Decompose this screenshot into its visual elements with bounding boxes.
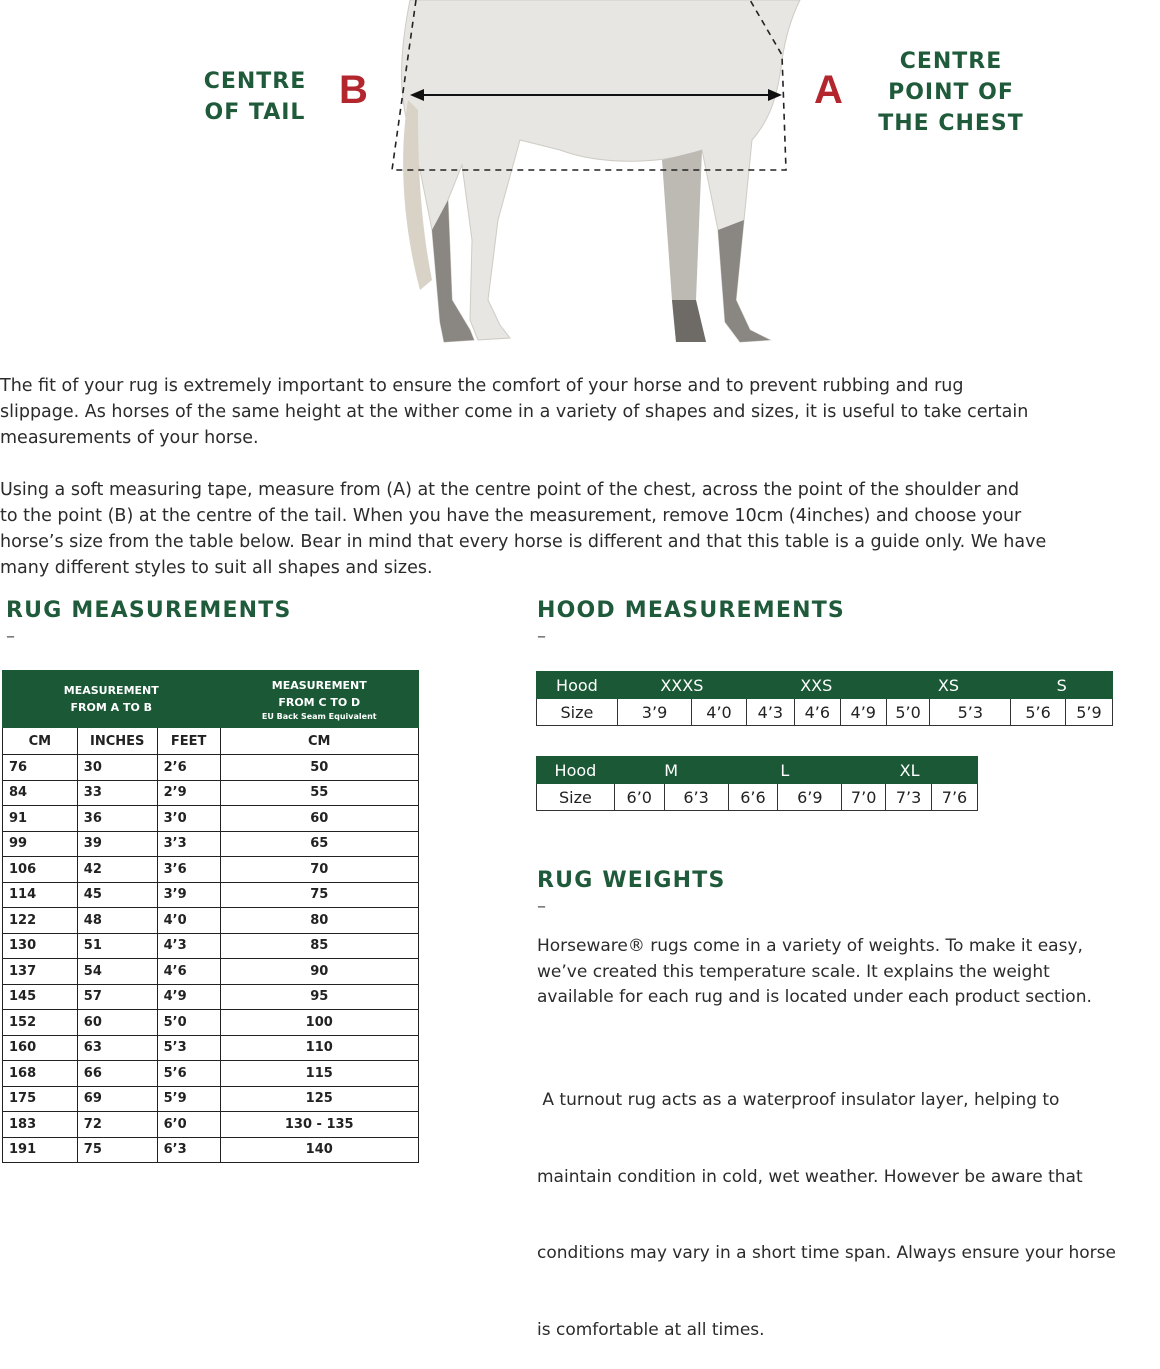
- cell-cm-eu: 140: [220, 1137, 419, 1163]
- cell-cm-eu: 70: [220, 857, 419, 883]
- cell-inches: 66: [77, 1061, 157, 1087]
- cell-inches: 30: [77, 755, 157, 781]
- cell-feet: 4’0: [157, 908, 220, 934]
- cell-cm: 145: [3, 984, 78, 1010]
- cell-cm: 84: [3, 780, 78, 806]
- cell-cm-eu: 125: [220, 1086, 419, 1112]
- table-row: [3, 1010, 419, 1036]
- table-row: [3, 1112, 419, 1138]
- horse-illustration: [401, 0, 800, 342]
- cell-cm-eu: 90: [220, 959, 419, 985]
- cell-cm: 91: [3, 806, 78, 832]
- hood-measurements-dash: –: [537, 626, 546, 647]
- hood-table-1-sizes: [537, 699, 1113, 726]
- cell-cm-eu: 75: [220, 882, 419, 908]
- rug-measurements-heading: RUG MEASUREMENTS: [6, 598, 292, 623]
- rug-measurements-dash: –: [6, 626, 15, 647]
- hood-row-label: Hood: [537, 672, 618, 699]
- table-row: [3, 1035, 419, 1061]
- size-cell: 5’6: [1011, 699, 1066, 726]
- header-c-to-d: MEASUREMENT FROM C TO D EU Back Seam Equivalent: [220, 671, 419, 728]
- cell-cm-eu: 115: [220, 1061, 419, 1087]
- cell-cm: 191: [3, 1137, 78, 1163]
- hood-table-1-groups: [537, 672, 1113, 699]
- cell-cm: 130: [3, 933, 78, 959]
- col-feet: FEET: [157, 728, 220, 755]
- cell-cm: 137: [3, 959, 78, 985]
- table-row: [3, 1086, 419, 1112]
- cell-feet: 3’3: [157, 831, 220, 857]
- table-row: [3, 959, 419, 985]
- rug-weights-paragraph-1: Horseware® rugs come in a variety of weights. To make it easy, we’ve created this temperature scale. It explains the weight available for each rug and is located under each product section.: [537, 936, 1092, 1007]
- cell-feet: 4’9: [157, 984, 220, 1010]
- hood-table-2-groups: [537, 757, 978, 784]
- size-cell: 4’9: [840, 699, 886, 726]
- cell-cm: 76: [3, 755, 78, 781]
- size-cell: 4’6: [794, 699, 840, 726]
- size-cell: 7’6: [932, 784, 978, 811]
- size-group-xxxs: XXXS: [617, 672, 746, 699]
- cell-feet: 4’6: [157, 959, 220, 985]
- table-row: [3, 831, 419, 857]
- cell-inches: 54: [77, 959, 157, 985]
- table-row: [3, 1137, 419, 1163]
- cell-cm-eu: 55: [220, 780, 419, 806]
- cell-inches: 63: [77, 1035, 157, 1061]
- label-centre-of-tail: CENTRE OF TAIL: [203, 69, 307, 125]
- size-cell: 6’6: [728, 784, 778, 811]
- size-cell: 7’3: [886, 784, 932, 811]
- cell-feet: 2’9: [157, 780, 220, 806]
- size-group-l: L: [728, 757, 842, 784]
- cell-inches: 75: [77, 1137, 157, 1163]
- cell-feet: 5’0: [157, 1010, 220, 1036]
- cell-cm-eu: 65: [220, 831, 419, 857]
- cell-inches: 51: [77, 933, 157, 959]
- intro-paragraph-2: Using a soft measuring tape, measure from (A) at the centre point of the chest, across the point of the shoulder and to the point (B) at the centre of the tail. When you have the measurement, remove 10cm (4inches) and choose your horse’s size from the table below. Bear in mind that every horse is different and that this table is a guide only. We have many different styles to suit all shapes and sizes.: [0, 480, 1047, 578]
- cell-cm: 114: [3, 882, 78, 908]
- size-cell: 6’0: [614, 784, 664, 811]
- cell-feet: 3’6: [157, 857, 220, 883]
- cell-cm: 168: [3, 1061, 78, 1087]
- col-cm: CM: [3, 728, 78, 755]
- cell-cm-eu: 85: [220, 933, 419, 959]
- size-row-label: Size: [537, 784, 615, 811]
- size-cell: 6’3: [664, 784, 728, 811]
- cell-feet: 6’3: [157, 1137, 220, 1163]
- size-group-xxs: XXS: [746, 672, 886, 699]
- table-row: [3, 882, 419, 908]
- table-row: [3, 755, 419, 781]
- size-cell: 5’9: [1065, 699, 1112, 726]
- cell-feet: 5’3: [157, 1035, 220, 1061]
- rug-table-header: [3, 671, 419, 728]
- cell-inches: 33: [77, 780, 157, 806]
- size-cell: 4’0: [692, 699, 747, 726]
- cell-inches: 60: [77, 1010, 157, 1036]
- size-group-xs: XS: [886, 672, 1011, 699]
- cell-cm-eu: 60: [220, 806, 419, 832]
- cell-inches: 57: [77, 984, 157, 1010]
- cell-feet: 3’9: [157, 882, 220, 908]
- size-row-label: Size: [537, 699, 618, 726]
- header-a-to-b: MEASUREMENT FROM A TO B: [3, 671, 221, 728]
- table-row: [3, 1061, 419, 1087]
- table-row: [3, 780, 419, 806]
- cell-feet: 5’9: [157, 1086, 220, 1112]
- cell-cm-eu: 130 - 135: [220, 1112, 419, 1138]
- cell-cm: 106: [3, 857, 78, 883]
- size-group-xl: XL: [842, 757, 978, 784]
- table-row: [3, 908, 419, 934]
- table-row: [3, 806, 419, 832]
- hood-table-2: [536, 756, 978, 811]
- cell-inches: 72: [77, 1112, 157, 1138]
- hood-table-1: [536, 671, 1113, 726]
- cell-cm-eu: 100: [220, 1010, 419, 1036]
- size-group-s: S: [1011, 672, 1113, 699]
- size-cell: 5’3: [930, 699, 1011, 726]
- rug-weights-paragraph-2: A turnout rug acts as a waterproof insulator layer, helping to maintain condition in cold, wet weather. However be aware that conditions may vary in a short time span. Always ensure your horse is comfortable at all times.: [537, 1090, 1116, 1340]
- col-cm-eu: CM: [220, 728, 419, 755]
- cell-cm: 160: [3, 1035, 78, 1061]
- size-cell: 6’9: [778, 784, 842, 811]
- cell-inches: 39: [77, 831, 157, 857]
- cell-inches: 69: [77, 1086, 157, 1112]
- cell-feet: 4’3: [157, 933, 220, 959]
- cell-feet: 2’6: [157, 755, 220, 781]
- table-row: [3, 857, 419, 883]
- letter-b: B: [339, 68, 368, 112]
- rug-table-column-headers: [3, 728, 419, 755]
- size-cell: 7’0: [842, 784, 886, 811]
- intro-paragraph-1: The fit of your rug is extremely important to ensure the comfort of your horse and to prevent rubbing and rug slippage. As horses of the same height at the wither come in a variety of shapes and sizes, it is useful to take certain measurements of your horse.: [0, 376, 1029, 448]
- cell-cm-eu: 95: [220, 984, 419, 1010]
- cell-cm: 152: [3, 1010, 78, 1036]
- letter-a: A: [814, 68, 843, 112]
- label-centre-point-of-chest: CENTRE POINT OF THE CHEST: [878, 49, 1024, 136]
- cell-feet: 5’6: [157, 1061, 220, 1087]
- size-cell: 4’3: [746, 699, 794, 726]
- table-row: [3, 984, 419, 1010]
- cell-feet: 6’0: [157, 1112, 220, 1138]
- rug-weights-dash: –: [537, 896, 546, 917]
- cell-inches: 45: [77, 882, 157, 908]
- cell-cm-eu: 50: [220, 755, 419, 781]
- cell-inches: 36: [77, 806, 157, 832]
- rug-weights-heading: RUG WEIGHTS: [537, 868, 726, 893]
- size-group-m: M: [614, 757, 728, 784]
- size-cell: 3’9: [617, 699, 691, 726]
- table-row: [3, 933, 419, 959]
- cell-inches: 48: [77, 908, 157, 934]
- cell-cm: 183: [3, 1112, 78, 1138]
- hood-row-label: Hood: [537, 757, 615, 784]
- cell-cm: 122: [3, 908, 78, 934]
- rug-table-body: [3, 755, 419, 1163]
- cell-cm-eu: 110: [220, 1035, 419, 1061]
- cell-inches: 42: [77, 857, 157, 883]
- hood-table-2-sizes: [537, 784, 978, 811]
- rug-measurements-table: [2, 670, 419, 1163]
- cell-cm: 175: [3, 1086, 78, 1112]
- cell-feet: 3’0: [157, 806, 220, 832]
- hood-measurements-heading: HOOD MEASUREMENTS: [537, 598, 845, 623]
- col-inches: INCHES: [77, 728, 157, 755]
- cell-cm-eu: 80: [220, 908, 419, 934]
- cell-cm: 99: [3, 831, 78, 857]
- size-cell: 5’0: [886, 699, 930, 726]
